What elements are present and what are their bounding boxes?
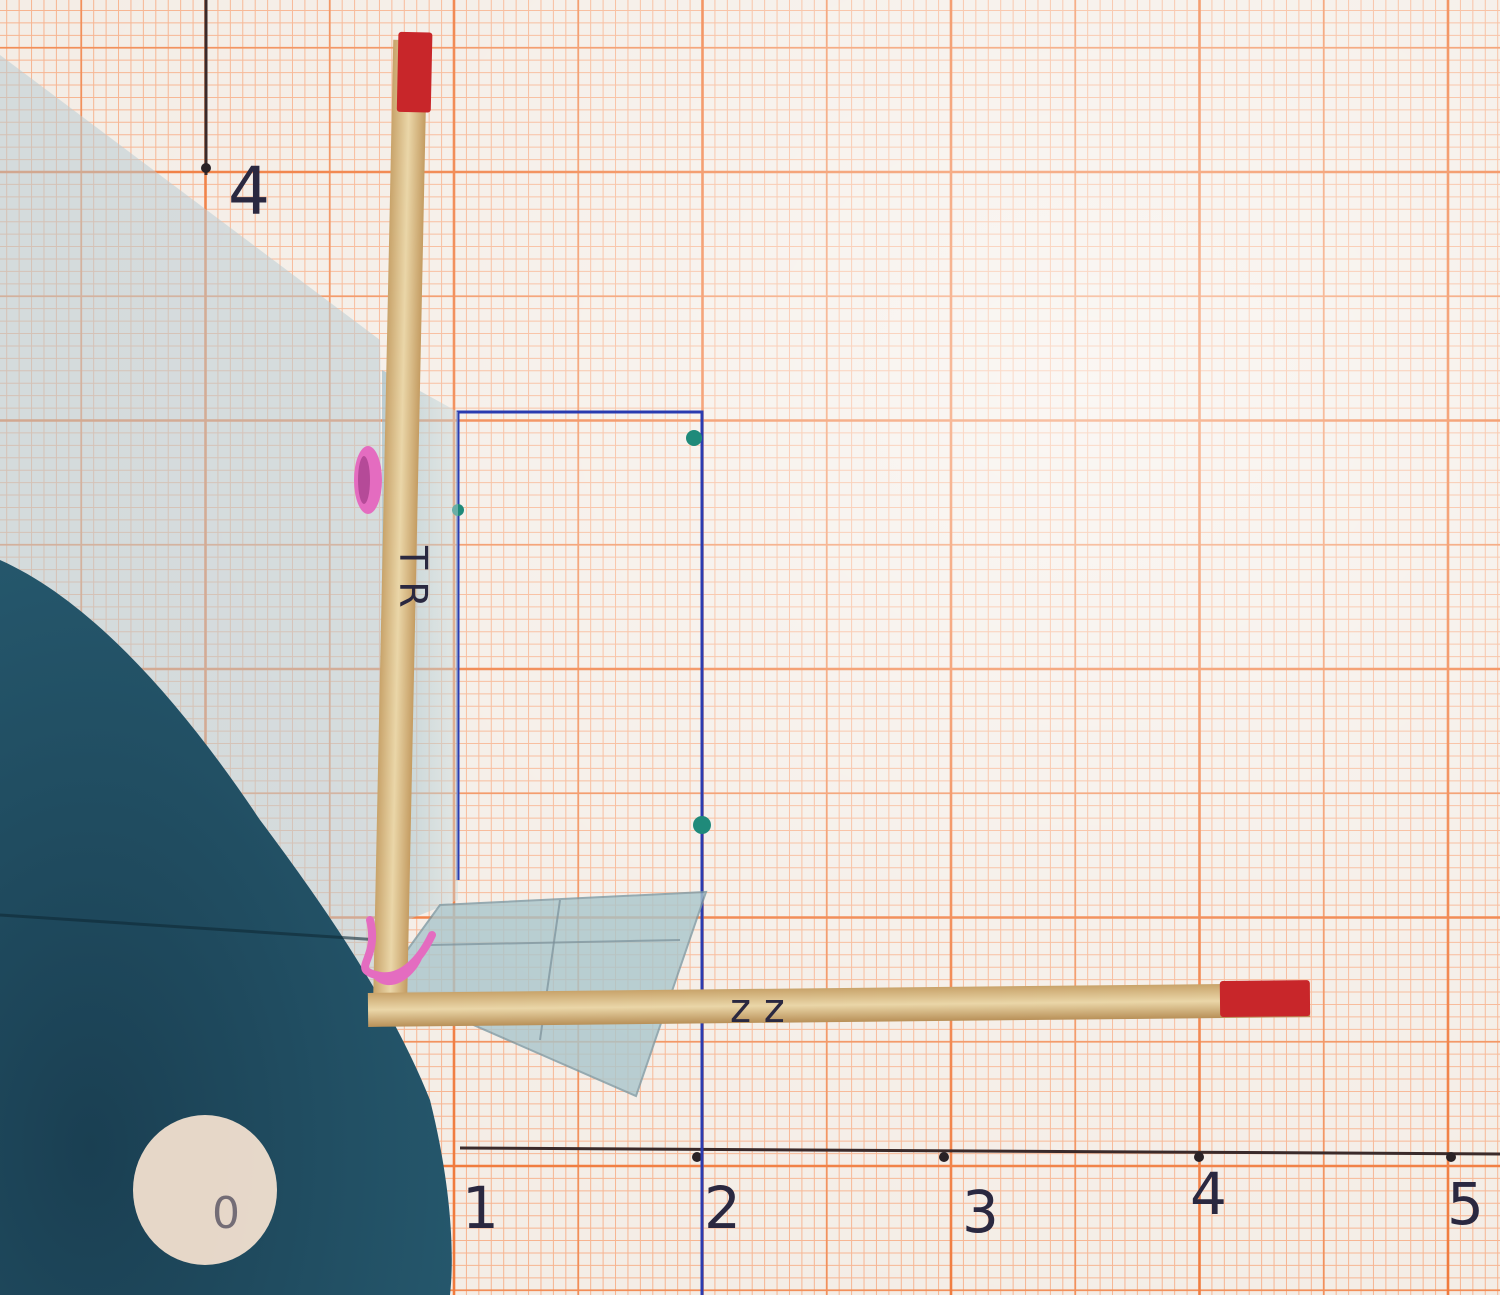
green-ink-dot-top xyxy=(686,430,702,446)
x-label-4: 4 xyxy=(1190,1160,1227,1228)
axis-tick-y4 xyxy=(201,163,211,173)
green-ink-dot-mid xyxy=(693,816,711,834)
y-label-4: 4 xyxy=(228,153,270,230)
axis-tick-5 xyxy=(1446,1152,1456,1162)
x-label-5: 5 xyxy=(1447,1170,1484,1238)
x-label-2: 2 xyxy=(704,1174,741,1242)
pink-bead-upper-shade xyxy=(358,456,370,504)
partial-label-0: 0 xyxy=(212,1188,240,1239)
horizontal-matchstick-tip xyxy=(1220,980,1310,1017)
axis-tick-3 xyxy=(939,1152,949,1162)
clay-hole xyxy=(133,1115,277,1265)
x-label-1: 1 xyxy=(462,1174,499,1242)
vertical-stick-marking: T R xyxy=(391,546,435,608)
x-label-3: 3 xyxy=(962,1178,999,1246)
horizontal-stick-marking: z z xyxy=(730,986,785,1032)
vertical-matchstick-tip xyxy=(397,32,433,113)
